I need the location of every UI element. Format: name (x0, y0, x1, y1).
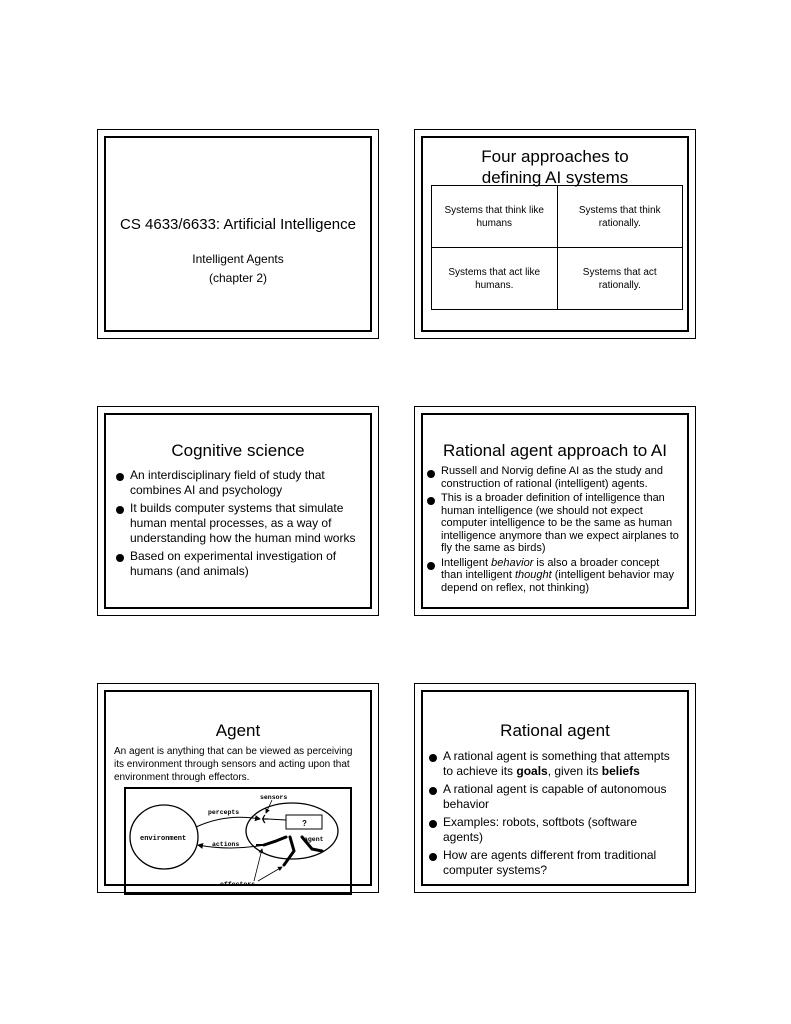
unknown-label: ? (302, 819, 307, 828)
heading-line-2: defining AI systems (481, 168, 629, 187)
text-run: Intelligent (441, 556, 492, 569)
effectors-pointer-1 (254, 849, 262, 881)
text-run: (intelligent behavior may depend on reflex, not thinking) (441, 569, 674, 594)
slide-frame (104, 690, 372, 886)
list-item (427, 557, 683, 595)
effectors-label: effectors (220, 881, 256, 888)
agent-diagram (124, 787, 352, 895)
bullet-icon (429, 820, 437, 828)
bullet-icon (116, 554, 124, 562)
bullet-list (427, 465, 683, 596)
bullet-text: It builds computer systems that simulate human mental processes, as a way of understanding how the human mind works (130, 501, 356, 545)
actions-label: actions (212, 841, 240, 848)
slide-heading: Rational agent approach to AI (443, 441, 667, 460)
slide-rational-agent (414, 683, 696, 893)
bullet-icon (116, 473, 124, 481)
table-cell-act-rationally: Systems that act rationally. (557, 248, 683, 310)
bullet-icon (429, 754, 437, 762)
bullet-text: An interdisciplinary field of study that combines AI and psychology (130, 468, 325, 497)
agent-diagram-svg (126, 789, 350, 893)
slide-heading: Agent (215, 721, 261, 740)
list-item (427, 465, 683, 490)
emphasis-behavior: behavior (491, 556, 534, 569)
bullet-text (441, 557, 674, 594)
list-item (116, 549, 362, 579)
slide-frame (104, 136, 372, 332)
lecture-subtitle: Intelligent Agents (192, 252, 284, 266)
bullet-icon (427, 562, 435, 570)
bullet-icon (429, 853, 437, 861)
slide-heading (423, 146, 687, 188)
list-item (429, 848, 679, 878)
list-item (429, 749, 679, 779)
bullet-text: How are agents different from traditional computer systems? (443, 848, 657, 877)
chapter-label: (chapter 2) (208, 271, 268, 285)
list-item (116, 501, 362, 546)
bullet-list (429, 749, 679, 881)
sensor-icon (262, 815, 268, 823)
slide-frame (104, 413, 372, 609)
bold-goals: goals (516, 764, 548, 778)
table-cell-act-humans: Systems that act like humans. (432, 248, 558, 310)
sensors-label: sensors (260, 794, 288, 801)
slide-agent (97, 683, 379, 893)
bullet-icon (116, 506, 124, 514)
leg-effector-1 (284, 837, 294, 865)
list-item (429, 782, 679, 812)
agent-ellipse (246, 803, 338, 859)
approaches-table (431, 185, 683, 310)
table-cell-think-rationally: Systems that think rationally. (557, 186, 683, 248)
bold-beliefs: beliefs (601, 764, 640, 778)
heading-line-1: Four approaches to (481, 147, 629, 166)
percepts-label: percepts (208, 809, 240, 816)
bullet-icon (429, 787, 437, 795)
environment-label: environment (140, 835, 187, 843)
bullet-icon (427, 470, 435, 478)
agent-definition: An agent is anything that can be viewed as perceiving its environment through sensors and acting upon that environment through effectors. (114, 746, 353, 783)
bullet-text: Examples: robots, softbots (software agents) (443, 815, 638, 844)
effectors-pointer-2 (258, 867, 282, 881)
slide-heading: Cognitive science (171, 441, 305, 460)
emphasis-thought: thought (515, 569, 552, 581)
bullet-text: This is a broader definition of intelligence than human intelligence (we should not expect computer intelligence to be the same as human intelligence anymore than we expect airplanes to fly the same as birds) (441, 492, 679, 554)
slide-frame (421, 413, 689, 609)
slide-title (97, 129, 379, 339)
bullet-text: Russell and Norvig define AI as the study and construction of rational (intelligent) agents. (441, 465, 663, 490)
bullet-text: A rational agent is capable of autonomous behavior (443, 782, 667, 811)
bullet-text (443, 749, 670, 778)
slide-heading: Rational agent (500, 721, 610, 740)
text-run: A rational agent is something that attempts to achieve its (443, 749, 670, 778)
text-run: , given its (547, 764, 602, 778)
table-cell-think-humans: Systems that think like humans (432, 186, 558, 248)
agent-label: agent (304, 836, 324, 843)
arm-effector (264, 837, 286, 845)
slide-frame (421, 690, 689, 886)
list-item (429, 815, 679, 845)
sensor-line (268, 819, 286, 820)
slide-frame (421, 136, 689, 332)
bullet-text: Based on experimental investigation of humans (and animals) (130, 549, 337, 578)
list-item (116, 468, 362, 498)
course-title: CS 4633/6633: Artificial Intelligence (120, 216, 356, 233)
slide-rational-agent-approach (414, 406, 696, 616)
bullet-icon (427, 497, 435, 505)
list-item (427, 492, 683, 555)
bullet-list (116, 468, 362, 582)
text-run: is also a broader concept than intelligent (441, 556, 660, 581)
slide-cognitive-science (97, 406, 379, 616)
slide-four-approaches (414, 129, 696, 339)
